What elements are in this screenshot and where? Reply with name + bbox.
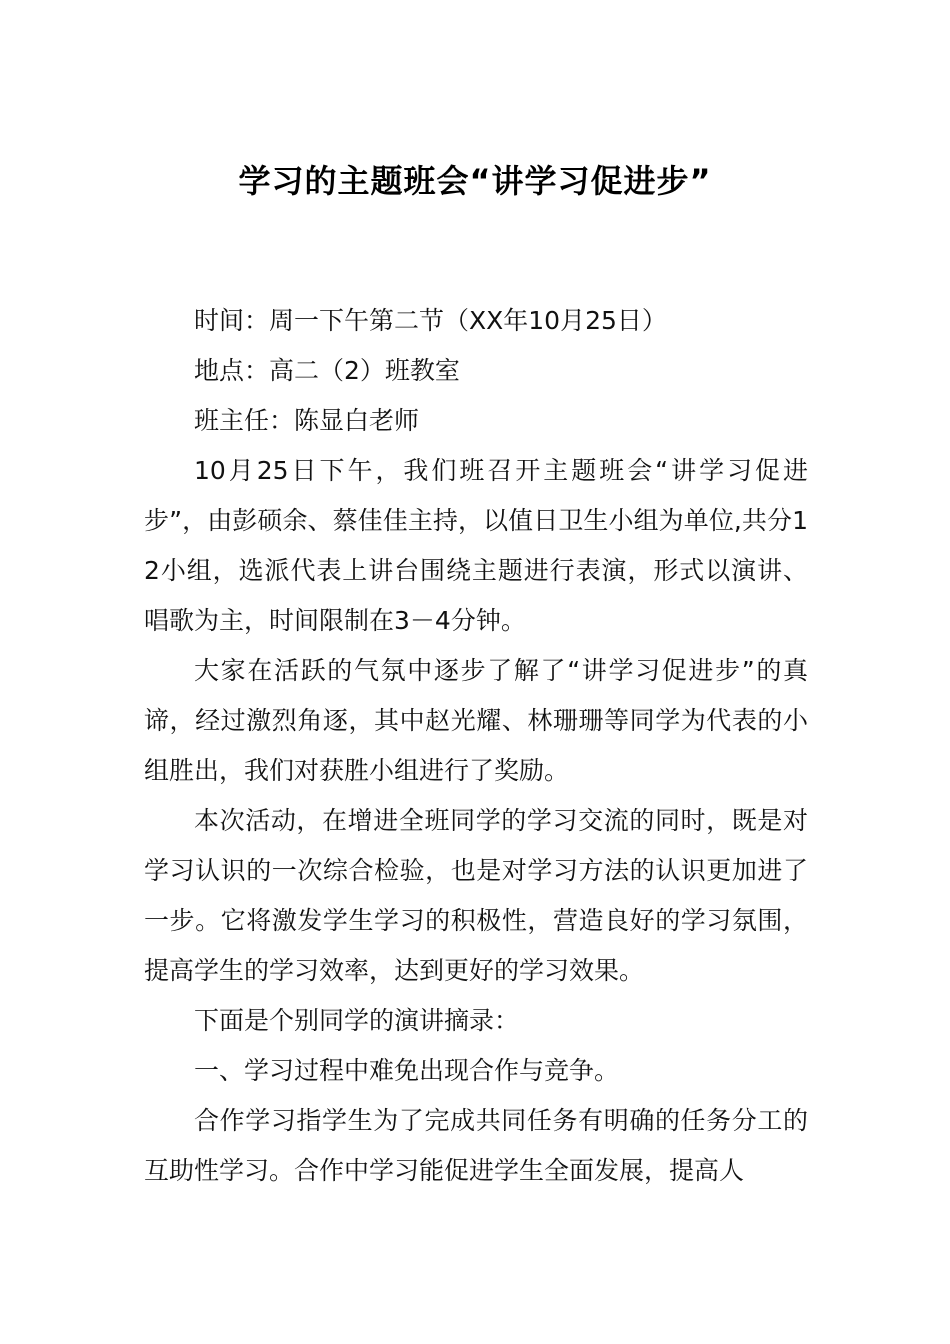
paragraph-teacher: 班主任：陈显白老师 bbox=[194, 406, 420, 435]
document-title: 学习的主题班会“讲学习促进步” bbox=[238, 162, 712, 200]
paragraph-cooperation: 合作学习指学生为了完成共同任务有明确的任务分工的互助性学习。合作中学习能促进学生全面发展，提高人 bbox=[144, 1106, 808, 1185]
paragraph-result: 大家在活跃的气氛中逐步了解了“讲学习促进步”的真谛，经过激烈角逐，其中赵光耀、林珊珊等同学为代表的小组胜出，我们对获胜小组进行了奖励。 bbox=[144, 656, 808, 785]
paragraph-intro: 下面是个别同学的演讲摘录： bbox=[194, 1006, 520, 1035]
paragraph-event: 10月25日下午，我们班召开主题班会“讲学习促进步”，由彭硕余、蔡佳佳主持，以值日卫生小组为单位,共分12小组，选派代表上讲台围绕主题进行表演，形式以演讲、唱歌为主，时间限制在3－4分钟。 bbox=[144, 456, 808, 635]
paragraph-time: 时间：周一下午第二节（XX年10月25日） bbox=[194, 306, 667, 335]
section-heading: 一、学习过程中难免出现合作与竞争。 bbox=[194, 1056, 620, 1085]
document-body bbox=[144, 296, 808, 1196]
paragraph-location: 地点：高二（2）班教室 bbox=[194, 356, 460, 385]
paragraph-summary: 本次活动，在增进全班同学的学习交流的同时，既是对学习认识的一次综合检验，也是对学习方法的认识更加进了一步。它将激发学生学习的积极性，营造良好的学习氛围，提高学生的学习效率，达到更好的学习效果。 bbox=[144, 806, 808, 985]
